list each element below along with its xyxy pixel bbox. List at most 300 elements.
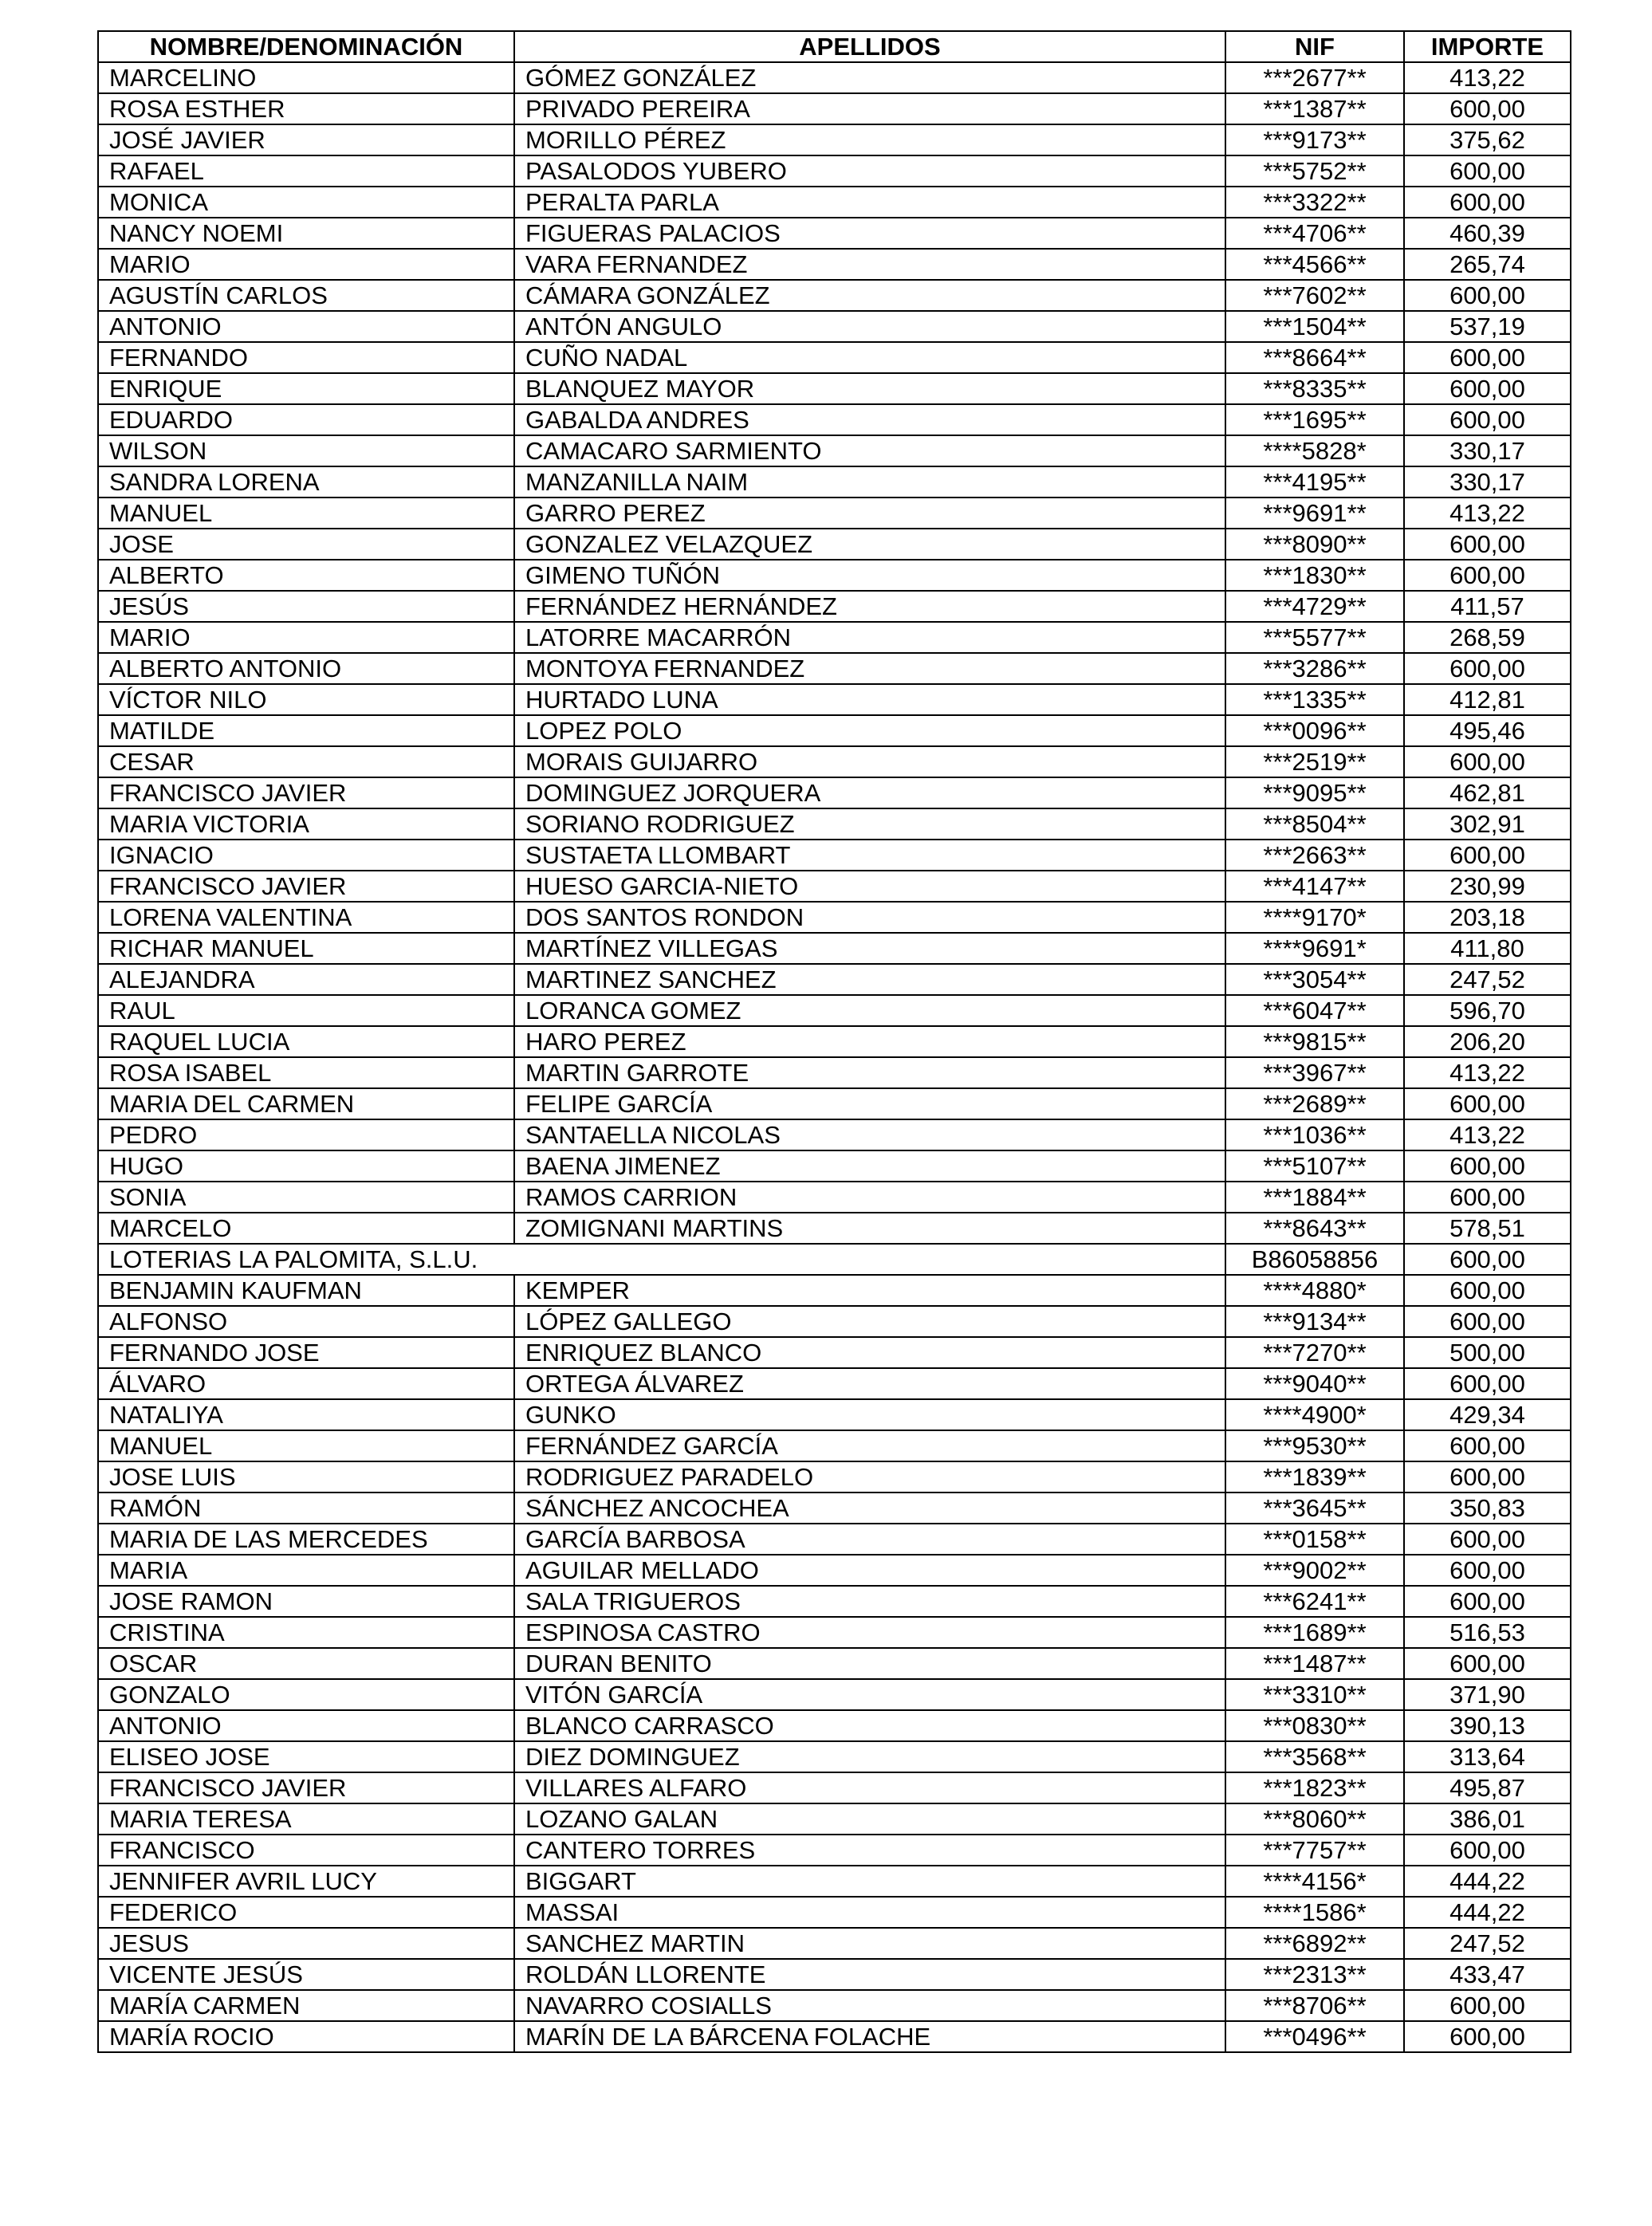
cell-nif: ***5107** — [1225, 1150, 1404, 1182]
cell-nif: ****9691* — [1225, 933, 1404, 964]
cell-apellidos: SÁNCHEZ ANCOCHEA — [514, 1493, 1225, 1524]
cell-nif: B86058856 — [1225, 1244, 1404, 1275]
table-row — [98, 342, 1571, 373]
cell-nif: ***9691** — [1225, 498, 1404, 529]
cell-nombre: ROSA ISABEL — [98, 1057, 514, 1088]
cell-importe: 495,46 — [1404, 715, 1571, 746]
beneficiaries-table — [97, 30, 1571, 2053]
cell-importe: 390,13 — [1404, 1710, 1571, 1741]
cell-importe: 433,47 — [1404, 1959, 1571, 1990]
cell-nombre: ANTONIO — [98, 311, 514, 342]
cell-importe: 600,00 — [1404, 1306, 1571, 1337]
cell-apellidos: LÓPEZ GALLEGO — [514, 1306, 1225, 1337]
cell-apellidos: LOPEZ POLO — [514, 715, 1225, 746]
cell-apellidos: CAMACARO SARMIENTO — [514, 435, 1225, 466]
cell-nombre: PEDRO — [98, 1119, 514, 1150]
cell-importe: 330,17 — [1404, 466, 1571, 498]
cell-nif: ***3322** — [1225, 187, 1404, 218]
cell-nif: ***7757** — [1225, 1835, 1404, 1866]
cell-nombre: NATALIYA — [98, 1399, 514, 1430]
cell-apellidos: MASSAI — [514, 1897, 1225, 1928]
table-row — [98, 1213, 1571, 1244]
cell-nif: ***4195** — [1225, 466, 1404, 498]
table-row — [98, 1430, 1571, 1461]
cell-importe: 600,00 — [1404, 840, 1571, 871]
table-row — [98, 1990, 1571, 2021]
cell-nombre: WILSON — [98, 435, 514, 466]
cell-apellidos: CUÑO NADAL — [514, 342, 1225, 373]
table-row — [98, 62, 1571, 93]
cell-nombre: EDUARDO — [98, 404, 514, 435]
cell-apellidos: FELIPE GARCÍA — [514, 1088, 1225, 1119]
cell-apellidos: SORIANO RODRIGUEZ — [514, 808, 1225, 840]
table-row — [98, 746, 1571, 777]
cell-nif: ***1036** — [1225, 1119, 1404, 1150]
cell-apellidos: DOMINGUEZ JORQUERA — [514, 777, 1225, 808]
table-row — [98, 1524, 1571, 1555]
table-row — [98, 591, 1571, 622]
cell-apellidos: ZOMIGNANI MARTINS — [514, 1213, 1225, 1244]
table-row — [98, 1772, 1571, 1803]
cell-apellidos: PERALTA PARLA — [514, 187, 1225, 218]
cell-apellidos: LOZANO GALAN — [514, 1803, 1225, 1835]
table-row — [98, 1679, 1571, 1710]
cell-importe: 600,00 — [1404, 373, 1571, 404]
cell-importe: 247,52 — [1404, 964, 1571, 995]
header-importe: IMPORTE — [1404, 31, 1571, 62]
cell-apellidos: CÁMARA GONZÁLEZ — [514, 280, 1225, 311]
cell-nif: ***2519** — [1225, 746, 1404, 777]
cell-importe: 375,62 — [1404, 124, 1571, 155]
cell-nombre: ELISEO JOSE — [98, 1741, 514, 1772]
cell-apellidos: VARA FERNANDEZ — [514, 249, 1225, 280]
cell-importe: 206,20 — [1404, 1026, 1571, 1057]
cell-apellidos: SANCHEZ MARTIN — [514, 1928, 1225, 1959]
cell-nif: ***9095** — [1225, 777, 1404, 808]
cell-apellidos: AGUILAR MELLADO — [514, 1555, 1225, 1586]
table-row — [98, 280, 1571, 311]
cell-nif: ***3645** — [1225, 1493, 1404, 1524]
cell-importe: 386,01 — [1404, 1803, 1571, 1835]
cell-nombre: RAQUEL LUCIA — [98, 1026, 514, 1057]
cell-nif: ***8335** — [1225, 373, 1404, 404]
cell-nif: ***1823** — [1225, 1772, 1404, 1803]
table-row — [98, 311, 1571, 342]
cell-apellidos: MORAIS GUIJARRO — [514, 746, 1225, 777]
cell-nombre: FRANCISCO JAVIER — [98, 871, 514, 902]
cell-apellidos: ANTÓN ANGULO — [514, 311, 1225, 342]
cell-nif: ***6892** — [1225, 1928, 1404, 1959]
table-row — [98, 560, 1571, 591]
cell-nombre: MATILDE — [98, 715, 514, 746]
cell-nif: ***3568** — [1225, 1741, 1404, 1772]
cell-apellidos: LATORRE MACARRÓN — [514, 622, 1225, 653]
cell-apellidos: KEMPER — [514, 1275, 1225, 1306]
cell-nombre: JOSE LUIS — [98, 1461, 514, 1493]
cell-importe: 265,74 — [1404, 249, 1571, 280]
cell-nombre: MARIA — [98, 1555, 514, 1586]
cell-apellidos: MARTIN GARROTE — [514, 1057, 1225, 1088]
cell-importe: 411,57 — [1404, 591, 1571, 622]
cell-nif: ***8504** — [1225, 808, 1404, 840]
cell-nif: ***1487** — [1225, 1648, 1404, 1679]
table-row — [98, 529, 1571, 560]
cell-importe: 500,00 — [1404, 1337, 1571, 1368]
cell-nombre: HUGO — [98, 1150, 514, 1182]
table-row — [98, 466, 1571, 498]
cell-nif: ***4147** — [1225, 871, 1404, 902]
cell-importe: 413,22 — [1404, 498, 1571, 529]
cell-nif: ***3054** — [1225, 964, 1404, 995]
cell-apellidos: ESPINOSA CASTRO — [514, 1617, 1225, 1648]
cell-nif: ***0496** — [1225, 2021, 1404, 2052]
cell-apellidos: MANZANILLA NAIM — [514, 466, 1225, 498]
cell-nombre: ALFONSO — [98, 1306, 514, 1337]
cell-nif: ***6047** — [1225, 995, 1404, 1026]
cell-nif: ***1387** — [1225, 93, 1404, 124]
table-row — [98, 1119, 1571, 1150]
cell-nif: ***1335** — [1225, 684, 1404, 715]
cell-nombre: LORENA VALENTINA — [98, 902, 514, 933]
cell-nombre: LOTERIAS LA PALOMITA, S.L.U. — [98, 1244, 514, 1275]
table-row — [98, 653, 1571, 684]
cell-nombre: ÁLVARO — [98, 1368, 514, 1399]
table-row — [98, 2021, 1571, 2052]
cell-apellidos: ROLDÁN LLORENTE — [514, 1959, 1225, 1990]
cell-nif: ***4566** — [1225, 249, 1404, 280]
header-nombre: NOMBRE/DENOMINACIÓN — [98, 31, 514, 62]
table-row — [98, 1337, 1571, 1368]
cell-nombre: MARIO — [98, 622, 514, 653]
cell-nombre: VICENTE JESÚS — [98, 1959, 514, 1990]
cell-nombre: FERNANDO JOSE — [98, 1337, 514, 1368]
cell-nombre: MARÍA CARMEN — [98, 1990, 514, 2021]
header-nif: NIF — [1225, 31, 1404, 62]
cell-nombre: SONIA — [98, 1182, 514, 1213]
table-row — [98, 1803, 1571, 1835]
cell-nombre: MARIA TERESA — [98, 1803, 514, 1835]
table-row — [98, 777, 1571, 808]
cell-apellidos: MORILLO PÉREZ — [514, 124, 1225, 155]
table-row — [98, 218, 1571, 249]
cell-nombre: MARCELO — [98, 1213, 514, 1244]
cell-importe: 268,59 — [1404, 622, 1571, 653]
cell-nombre: ENRIQUE — [98, 373, 514, 404]
cell-importe: 600,00 — [1404, 155, 1571, 187]
table-row — [98, 715, 1571, 746]
cell-apellidos: BIGGART — [514, 1866, 1225, 1897]
cell-apellidos: FIGUERAS PALACIOS — [514, 218, 1225, 249]
cell-importe: 313,64 — [1404, 1741, 1571, 1772]
cell-nif: ***1689** — [1225, 1617, 1404, 1648]
table-row — [98, 1275, 1571, 1306]
table-row — [98, 964, 1571, 995]
table-row — [98, 373, 1571, 404]
cell-apellidos: DOS SANTOS RONDON — [514, 902, 1225, 933]
cell-nif: ***1884** — [1225, 1182, 1404, 1213]
cell-apellidos: HURTADO LUNA — [514, 684, 1225, 715]
cell-apellidos: RODRIGUEZ PARADELO — [514, 1461, 1225, 1493]
table-row — [98, 684, 1571, 715]
cell-nif: ***0096** — [1225, 715, 1404, 746]
cell-importe: 600,00 — [1404, 1150, 1571, 1182]
cell-nif: ****4900* — [1225, 1399, 1404, 1430]
cell-apellidos: SALA TRIGUEROS — [514, 1586, 1225, 1617]
cell-nombre: SANDRA LORENA — [98, 466, 514, 498]
cell-importe: 413,22 — [1404, 1119, 1571, 1150]
table-row — [98, 1959, 1571, 1990]
cell-nombre: MONICA — [98, 187, 514, 218]
cell-nombre: RICHAR MANUEL — [98, 933, 514, 964]
cell-importe: 600,00 — [1404, 1461, 1571, 1493]
cell-apellidos: SANTAELLA NICOLAS — [514, 1119, 1225, 1150]
cell-nombre: JOSE RAMON — [98, 1586, 514, 1617]
cell-apellidos: GIMENO TUÑÓN — [514, 560, 1225, 591]
cell-apellidos: FERNÁNDEZ HERNÁNDEZ — [514, 591, 1225, 622]
cell-importe: 600,00 — [1404, 1275, 1571, 1306]
table-row — [98, 1182, 1571, 1213]
table-row — [98, 902, 1571, 933]
cell-nif: ***2663** — [1225, 840, 1404, 871]
cell-nif: ***5752** — [1225, 155, 1404, 187]
cell-nif: ***9530** — [1225, 1430, 1404, 1461]
cell-nombre: MARIA DEL CARMEN — [98, 1088, 514, 1119]
cell-apellidos: MARTÍNEZ VILLEGAS — [514, 933, 1225, 964]
cell-apellidos: GÓMEZ GONZÁLEZ — [514, 62, 1225, 93]
cell-importe: 413,22 — [1404, 1057, 1571, 1088]
cell-apellidos: GONZALEZ VELAZQUEZ — [514, 529, 1225, 560]
cell-importe: 600,00 — [1404, 1088, 1571, 1119]
header-row — [98, 31, 1571, 62]
table-row — [98, 1399, 1571, 1430]
cell-nombre: ANTONIO — [98, 1710, 514, 1741]
cell-importe: 600,00 — [1404, 187, 1571, 218]
cell-nombre: MARIA DE LAS MERCEDES — [98, 1524, 514, 1555]
cell-importe: 330,17 — [1404, 435, 1571, 466]
cell-nif: ***1839** — [1225, 1461, 1404, 1493]
cell-nif: ***2689** — [1225, 1088, 1404, 1119]
cell-importe: 600,00 — [1404, 1990, 1571, 2021]
cell-nif: ****4880* — [1225, 1275, 1404, 1306]
cell-importe: 578,51 — [1404, 1213, 1571, 1244]
cell-nif: ***1504** — [1225, 311, 1404, 342]
cell-importe: 600,00 — [1404, 1182, 1571, 1213]
cell-nif: ****5828* — [1225, 435, 1404, 466]
cell-importe: 600,00 — [1404, 653, 1571, 684]
cell-apellidos — [514, 1244, 1225, 1275]
table-row — [98, 155, 1571, 187]
cell-importe: 444,22 — [1404, 1897, 1571, 1928]
cell-nif: ***0158** — [1225, 1524, 1404, 1555]
cell-nif: ***2313** — [1225, 1959, 1404, 1990]
cell-importe: 371,90 — [1404, 1679, 1571, 1710]
cell-nif: ***8090** — [1225, 529, 1404, 560]
cell-importe: 600,00 — [1404, 1586, 1571, 1617]
cell-nif: ***3286** — [1225, 653, 1404, 684]
cell-nombre: MANUEL — [98, 1430, 514, 1461]
cell-nombre: OSCAR — [98, 1648, 514, 1679]
table-row — [98, 1928, 1571, 1959]
cell-importe: 600,00 — [1404, 93, 1571, 124]
cell-importe: 600,00 — [1404, 342, 1571, 373]
cell-importe: 600,00 — [1404, 280, 1571, 311]
cell-apellidos: VITÓN GARCÍA — [514, 1679, 1225, 1710]
table-row — [98, 1244, 1571, 1275]
cell-importe: 596,70 — [1404, 995, 1571, 1026]
cell-importe: 600,00 — [1404, 404, 1571, 435]
cell-apellidos: GARRO PEREZ — [514, 498, 1225, 529]
cell-nif: ***9040** — [1225, 1368, 1404, 1399]
cell-nif: ***5577** — [1225, 622, 1404, 653]
cell-nombre: MANUEL — [98, 498, 514, 529]
cell-apellidos: GARCÍA BARBOSA — [514, 1524, 1225, 1555]
table-row — [98, 1586, 1571, 1617]
cell-nif: ***7602** — [1225, 280, 1404, 311]
cell-apellidos: HUESO GARCIA-NIETO — [514, 871, 1225, 902]
cell-apellidos: BLANCO CARRASCO — [514, 1710, 1225, 1741]
cell-nif: ***8060** — [1225, 1803, 1404, 1835]
cell-apellidos: LORANCA GOMEZ — [514, 995, 1225, 1026]
table-row — [98, 124, 1571, 155]
cell-nombre: FRANCISCO JAVIER — [98, 1772, 514, 1803]
cell-nif: ***3310** — [1225, 1679, 1404, 1710]
cell-importe: 412,81 — [1404, 684, 1571, 715]
cell-nombre: MARCELINO — [98, 62, 514, 93]
cell-importe: 600,00 — [1404, 1835, 1571, 1866]
cell-nombre: JOSÉ JAVIER — [98, 124, 514, 155]
table-row — [98, 404, 1571, 435]
cell-importe: 429,34 — [1404, 1399, 1571, 1430]
cell-apellidos: FERNÁNDEZ GARCÍA — [514, 1430, 1225, 1461]
cell-nif: ***7270** — [1225, 1337, 1404, 1368]
table-row — [98, 1741, 1571, 1772]
cell-importe: 413,22 — [1404, 62, 1571, 93]
cell-nif: ***9173** — [1225, 124, 1404, 155]
cell-apellidos: MARTINEZ SANCHEZ — [514, 964, 1225, 995]
cell-importe: 600,00 — [1404, 1244, 1571, 1275]
table-row — [98, 1368, 1571, 1399]
cell-nombre: IGNACIO — [98, 840, 514, 871]
cell-apellidos: MONTOYA FERNANDEZ — [514, 653, 1225, 684]
cell-importe: 600,00 — [1404, 1430, 1571, 1461]
cell-nif: ***2677** — [1225, 62, 1404, 93]
table-row — [98, 498, 1571, 529]
cell-nombre: ALBERTO — [98, 560, 514, 591]
cell-nombre: MARÍA ROCIO — [98, 2021, 514, 2052]
cell-importe: 462,81 — [1404, 777, 1571, 808]
cell-nif: ***1695** — [1225, 404, 1404, 435]
cell-importe: 600,00 — [1404, 1368, 1571, 1399]
cell-nombre: BENJAMIN KAUFMAN — [98, 1275, 514, 1306]
cell-apellidos: DURAN BENITO — [514, 1648, 1225, 1679]
cell-nombre: AGUSTÍN CARLOS — [98, 280, 514, 311]
table-row — [98, 249, 1571, 280]
cell-nif: ***4706** — [1225, 218, 1404, 249]
cell-nombre: MARIA VICTORIA — [98, 808, 514, 840]
table-row — [98, 871, 1571, 902]
cell-nombre: ALEJANDRA — [98, 964, 514, 995]
cell-apellidos: CANTERO TORRES — [514, 1835, 1225, 1866]
cell-importe: 600,00 — [1404, 1648, 1571, 1679]
cell-nombre: MARIO — [98, 249, 514, 280]
table-row — [98, 1835, 1571, 1866]
cell-importe: 516,53 — [1404, 1617, 1571, 1648]
cell-importe: 600,00 — [1404, 2021, 1571, 2052]
header-apellidos: APELLIDOS — [514, 31, 1225, 62]
cell-importe: 600,00 — [1404, 560, 1571, 591]
cell-apellidos: PASALODOS YUBERO — [514, 155, 1225, 187]
cell-nif: ***9815** — [1225, 1026, 1404, 1057]
table-row — [98, 1088, 1571, 1119]
cell-apellidos: BLANQUEZ MAYOR — [514, 373, 1225, 404]
cell-importe: 411,80 — [1404, 933, 1571, 964]
table-row — [98, 1461, 1571, 1493]
cell-nombre: JESÚS — [98, 591, 514, 622]
cell-nombre: JENNIFER AVRIL LUCY — [98, 1866, 514, 1897]
cell-apellidos: RAMOS CARRION — [514, 1182, 1225, 1213]
cell-importe: 600,00 — [1404, 746, 1571, 777]
cell-apellidos: BAENA JIMENEZ — [514, 1150, 1225, 1182]
cell-importe: 230,99 — [1404, 871, 1571, 902]
table-row — [98, 1306, 1571, 1337]
table-row — [98, 622, 1571, 653]
cell-apellidos: GABALDA ANDRES — [514, 404, 1225, 435]
table-row — [98, 1150, 1571, 1182]
table-row — [98, 808, 1571, 840]
table-row — [98, 933, 1571, 964]
table-row — [98, 93, 1571, 124]
cell-importe: 302,91 — [1404, 808, 1571, 840]
cell-importe: 537,19 — [1404, 311, 1571, 342]
cell-nombre: CESAR — [98, 746, 514, 777]
cell-nif: ***8664** — [1225, 342, 1404, 373]
cell-nombre: RAUL — [98, 995, 514, 1026]
cell-nombre: JESUS — [98, 1928, 514, 1959]
cell-apellidos: NAVARRO COSIALLS — [514, 1990, 1225, 2021]
cell-nombre: FRANCISCO — [98, 1835, 514, 1866]
cell-importe: 444,22 — [1404, 1866, 1571, 1897]
cell-nombre: CRISTINA — [98, 1617, 514, 1648]
cell-importe: 350,83 — [1404, 1493, 1571, 1524]
cell-importe: 495,87 — [1404, 1772, 1571, 1803]
cell-nif: ***9002** — [1225, 1555, 1404, 1586]
cell-apellidos: VILLARES ALFARO — [514, 1772, 1225, 1803]
table-row — [98, 1057, 1571, 1088]
table-row — [98, 1897, 1571, 1928]
cell-nombre: RAFAEL — [98, 155, 514, 187]
cell-apellidos: ENRIQUEZ BLANCO — [514, 1337, 1225, 1368]
table-row — [98, 435, 1571, 466]
cell-nombre: FEDERICO — [98, 1897, 514, 1928]
cell-apellidos: SUSTAETA LLOMBART — [514, 840, 1225, 871]
cell-nif: ***4729** — [1225, 591, 1404, 622]
cell-nombre: VÍCTOR NILO — [98, 684, 514, 715]
table-header — [98, 31, 1571, 62]
cell-nif: ***0830** — [1225, 1710, 1404, 1741]
cell-nombre: FERNANDO — [98, 342, 514, 373]
table-row — [98, 1648, 1571, 1679]
table-row — [98, 840, 1571, 871]
cell-nif: ***3967** — [1225, 1057, 1404, 1088]
cell-nombre: ROSA ESTHER — [98, 93, 514, 124]
cell-importe: 600,00 — [1404, 1555, 1571, 1586]
cell-apellidos: DIEZ DOMINGUEZ — [514, 1741, 1225, 1772]
table-row — [98, 1026, 1571, 1057]
table-body — [98, 62, 1571, 2052]
cell-nif: ***9134** — [1225, 1306, 1404, 1337]
cell-apellidos: PRIVADO PEREIRA — [514, 93, 1225, 124]
cell-nombre: ALBERTO ANTONIO — [98, 653, 514, 684]
